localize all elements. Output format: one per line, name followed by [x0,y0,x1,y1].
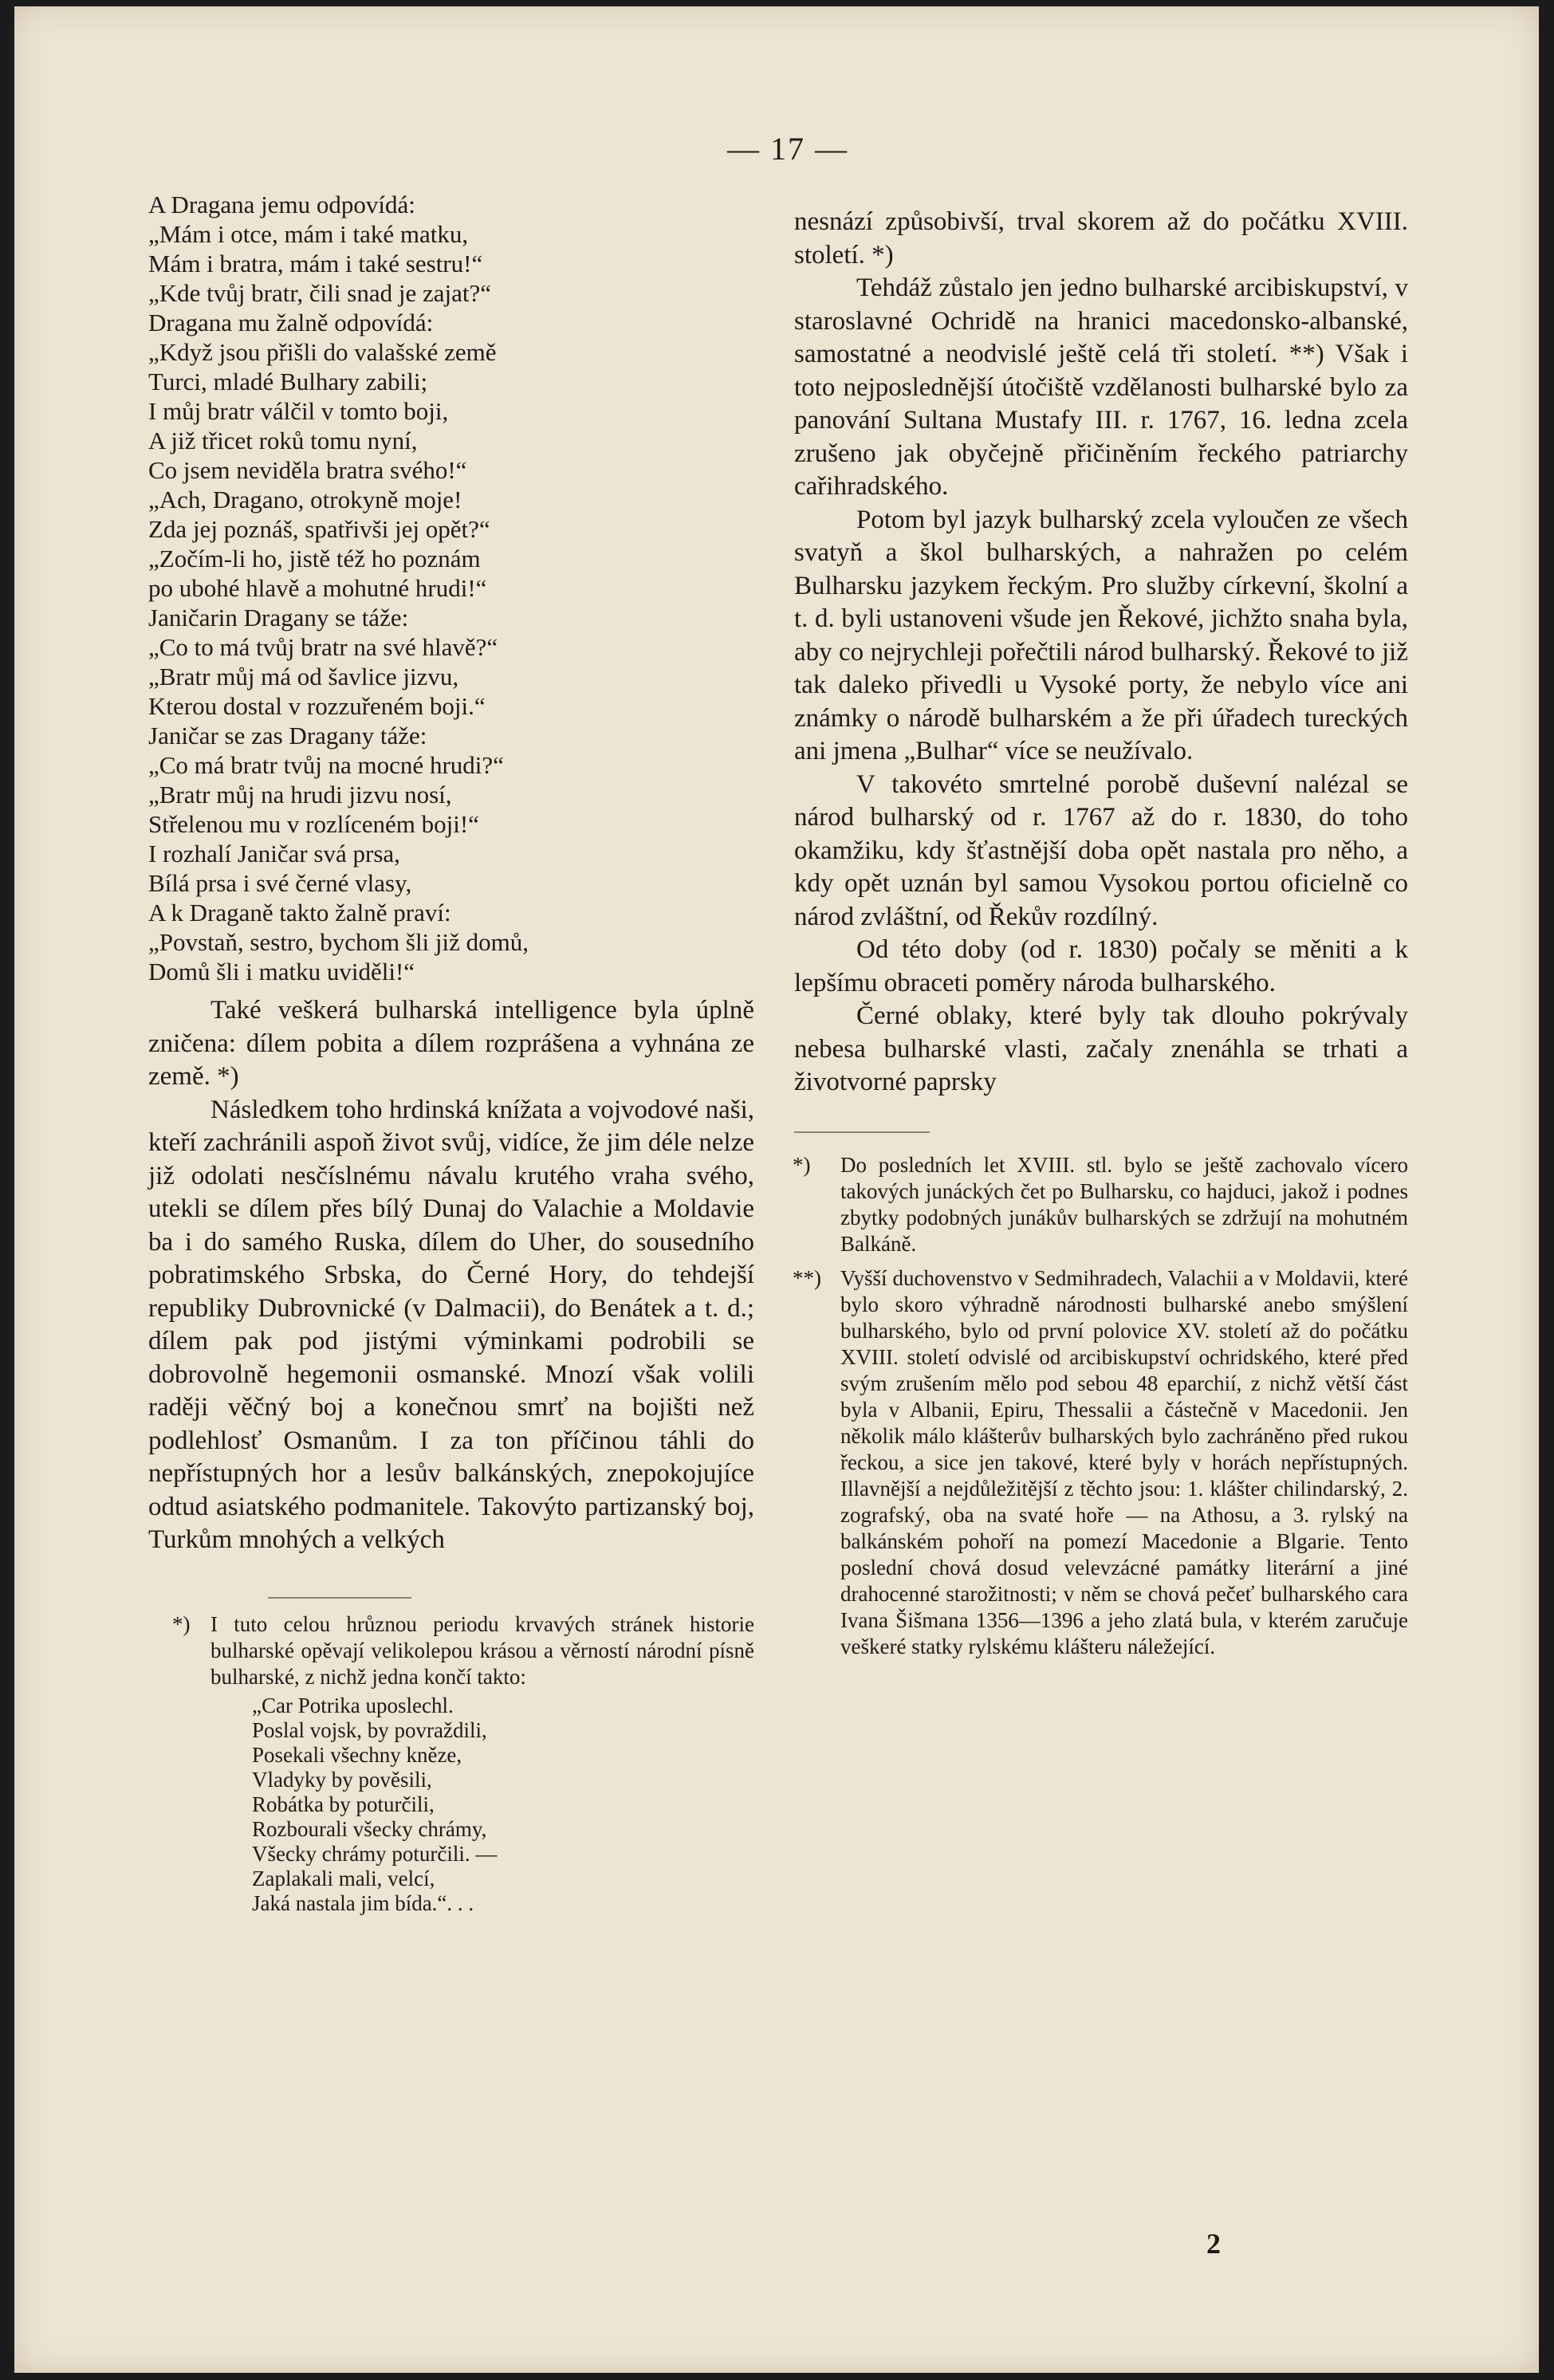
paragraph: Od této doby (od r. 1830) počaly se měniti a k lepšímu obraceti poměry národa bulharského. [794,935,1408,997]
verse-line: Jaká nastala jim bída.“. . . [252,1890,474,1915]
footnote-text [794,1265,1408,1660]
verse-line: „Zočím-li ho, jistě též ho poznám [148,545,481,572]
left-prose [148,994,754,1557]
verse-line: Co jsem neviděla bratra svého!“ [148,456,467,484]
poem [148,190,754,986]
verse-line: Robátka by poturčili, [252,1792,435,1816]
verse-line: Turci, mladé Bulhary zabili; [148,368,428,395]
footnote-separator [794,1131,930,1133]
verse-line: Mám i bratra, mám i také sestru!“ [148,250,483,277]
verse-line: „Ach, Dragano, otrokyně moje! [148,486,462,513]
verse-line: Všecky chrámy poturčili. — [252,1841,498,1866]
verse-line: „Kde tvůj bratr, čili snad je zajat?“ [148,279,491,307]
paragraph: nesnází způsobivší, trval skorem až do počátku XVIII. století. *) [794,207,1408,269]
verse-line: Posekali všechny kněze, [252,1742,462,1767]
paragraph: Potom byl jazyk bulharský zcela vyloučen ze všech svatyň a škol bulharských, a nahražen po celém Bulharsku jazykem řeckým. Pro služby církevní, školní a t. d. byli ustanoveni všude jen Řekové, jichžto snaha byla, aby co nejrychleji pořečtili národ bulharský. Řekové to již tak daleko přivedli u Vysoké porty, že nebylo více ani známky o národě bulharském a že při úřadech tureckých ani jmena „Bulhar“ více se neužívalo. [794,505,1408,765]
paragraph: Také veškerá bulharská intelligence byla úplně zničena: dílem pobita a dílem rozprášena a vyhnána ze země. *) [148,996,754,1091]
verse-line: „Mám i otce, mám i také matku, [148,220,469,248]
left-column [148,190,754,1916]
verse-line: Janičarin Dragany se táže: [148,604,409,631]
verse-line: Domů šli i matku uviděli!“ [148,958,415,985]
verse-line: Dragana mu žalně odpovídá: [148,309,434,336]
verse-line: „Car Potrika uposlechl. [252,1693,454,1717]
verse-line: I můj bratr válčil v tomto boji, [148,397,449,425]
footnote-mark: *) [172,1611,191,1636]
verse-line: I rozhalí Janičar svá prsa, [148,840,400,867]
footnote-separator [268,1597,411,1599]
footnote-poem [148,1694,754,1916]
right-prose [794,206,1408,1100]
verse-line: Janičar se zas Dragany táže: [148,722,427,749]
verse-line: Rozbourali všecky chrámy, [252,1816,487,1841]
verse-line: „Když jsou přišli do valašské země [148,338,497,366]
footnote-text [794,1152,1408,1257]
paragraph: Tehdáž zůstalo jen jedno bulharské arcibiskupství, v staroslavné Ochridě na hranici macedonsko-albanské, samostatné a neodvislé ještě celá tři století. **) Však i toto nejposlednější útočiště vzdělanosti bulharské bylo za panování Sultana Mustafy III. r. 1767, 16. ledna zcela zrušeno jak obyčejně přičiněním řeckého patriarchy cařihradského. [794,273,1408,501]
paragraph: Následkem toho hrdinská knížata a vojvodové naši, kteří zachránili aspoň život svůj, vidíce, že jim déle nelze již odolati nesčíslnému návalu krutého vraha svého, utekli se dílem přes bílý Dunaj do Valachie a Moldavie ba i do samého Ruska, dílem do Uher, do sousedního pobratimského Srbska, do Černé Hory, do tehdejší republiky Dubrovnické (v Dalmacii), do Benátek a t. d.; dílem pak pod jistými výminkami podrobili se dobrovolně hegemonii osmanské. Mnozí však volili raději věčný boj a konečnou smrť na bojišti než podlehlosť Osmanům. I za ton příčinou táhli do nepřístupných hor a lesův balkánských, znepokojujíce odtud asiatského podmanitele. Takovýto partizanský boj, Turkům mnohých a velkých [148,1095,754,1554]
paragraph: V takovéto smrtelné porobě duševní nalézal se národ bulharský od r. 1767 až do r. 1830, do toho okamžiku, kdy šťastnější doba opět nastala pro něho, a kdy opět uznán byl samou Vysokou portou oficielně co národ zvláštní, od Řekův rozdílný. [794,769,1408,931]
paragraph: Černé oblaky, které byly tak dlouho pokrývaly nebesa bulharské vlasti, začaly znenáhla se trhati a životvorné paprsky [794,1001,1408,1096]
verse-line: „Bratr můj má od šavlice jizvu, [148,663,459,690]
verse-line: A Dragana jemu odpovídá: [148,191,415,218]
verse-line: Bílá prsa i své černé vlasy, [148,869,412,897]
verse-line: Poslal vojsk, by povraždili, [252,1717,487,1742]
verse-line: po ubohé hlavě a mohutné hrudi!“ [148,574,487,602]
footnote-body: I tuto celou hrůznou periodu krvavých stránek historie bulharské opěvají velikolepou krásou a věrností národní písně bulharské, z nichž jedna končí takto: [210,1611,754,1689]
verse-line: Střelenou mu v rozlíceném boji!“ [148,810,479,838]
verse-line: A k Draganě takto žalně praví: [148,899,451,926]
verse-line: „Bratr můj na hrudi jizvu nosí, [148,781,452,808]
verse-line: „Povstaň, sestro, bychom šli již domů, [148,928,529,956]
verse-line: Vladyky by pověsili, [252,1767,432,1792]
footnote-mark: *) [793,1152,811,1177]
footnote-body: Do posledních let XVIII. stl. bylo se ještě zachovalo vícero takových junáckých čet po Bulharsku, co hajduci, jakož i podnes zbytky podobných junákův bulharských se zdržují na mohutném Balkáně. [840,1152,1408,1256]
verse-line: „Co to má tvůj bratr na své hlavě?“ [148,633,498,661]
footnote-text [148,1611,754,1690]
footnote-body: Vyšší duchovenstvo v Sedmihradech, Valachii a v Moldavii, které bylo skoro výhradně národnosti bulharské anebo smýšlení bulharského, bylo od první polovice XV. století až do počátku XVIII. století odvislé od arcibiskupství ochridského, které před svým zrušením mělo pod sebou 48 eparchií, z nichž větší část byla v Albanii, Epiru, Thessalii a částečně v Macedonii. Jen několik málo klášterův bulharských bylo zachráněno před rukou řeckou, a sice jen takové, které byly v horách nepřístupných. Illavnější a nejdůležitější z těchto jsou: 1. klášter chilindarský, 2. zografský, oba na svaté hoře — na Athosu, a 3. rylský na balkánském pohoří na pomezí Macedonie a Blgarie. Tento poslední chová dosud velevzácné památky literární a jiné drahocenné starožitnosti; v něm se chová pečeť bulharského cara Ivana Šišmana 1356—1396 a jeho zlatá bula, v kterém zaručuje veškeré statky rylskému klášteru náležející. [840,1265,1408,1658]
page-number: — 17 — [727,131,848,167]
verse-line: Zda jej poznáš, spatřivši jej opět?“ [148,515,490,543]
verse-line: Zaplakali mali, velcí, [252,1866,435,1890]
verse-line: „Co má bratr tvůj na mocné hrudi?“ [148,751,504,779]
page [14,6,1539,2373]
signature-mark: 2 [1206,2228,1221,2260]
verse-line: Kterou dostal v rozzuřeném boji.“ [148,692,486,720]
footnote [148,1611,754,1916]
right-column [794,206,1408,1660]
verse-line: A již třicet roků tomu nyní, [148,427,418,454]
footnote-mark: **) [793,1265,821,1290]
